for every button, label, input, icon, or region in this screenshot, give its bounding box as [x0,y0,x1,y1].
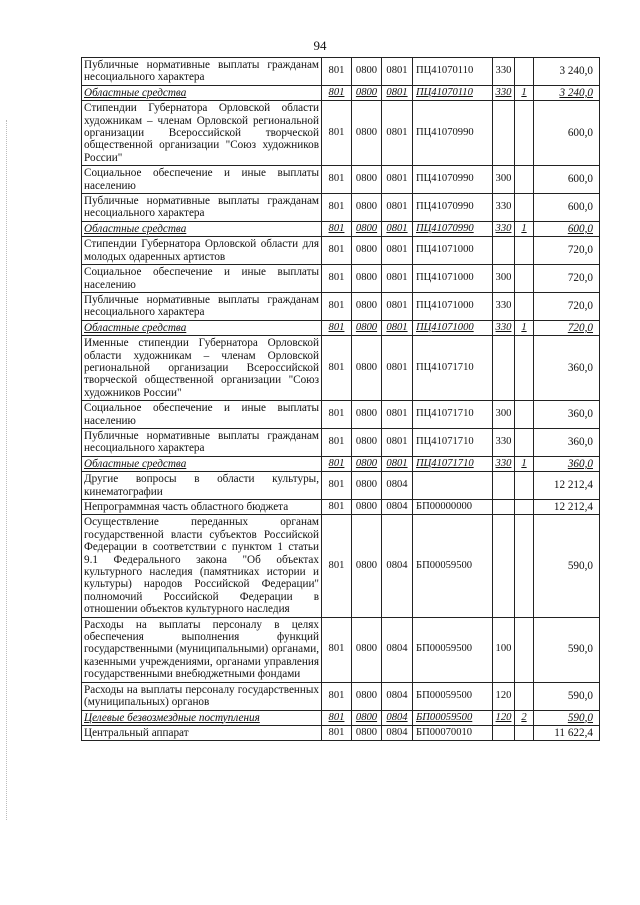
amount-cell: 3 240,0 [534,85,600,100]
row-name-cell: Стипендии Губернатора Орловской области для молодых одаренных артистов [82,237,322,265]
ved-code-cell: 801 [322,710,352,725]
section-code-cell: 0800 [352,237,382,265]
subsection-code-cell: 0801 [382,101,413,166]
budget-table-body [82,58,600,741]
subsection-code-cell: 0804 [382,725,413,740]
table-row [82,682,600,710]
source-code-cell: 1 [515,85,534,100]
section-code-cell: 0800 [352,515,382,617]
section-code-cell: 0800 [352,428,382,456]
section-code-cell: 0800 [352,401,382,429]
expense-type-cell: 330 [493,194,515,222]
table-row [82,194,600,222]
expense-type-cell: 330 [493,58,515,86]
row-name-cell: Публичные нормативные выплаты гражданам несоциального характера [82,58,322,86]
amount-cell: 600,0 [534,101,600,166]
row-name-cell: Осуществление переданных органам государственной власти субъектов Российской Федерации в соответствии с пунктом 1 статьи 9.1 Федерального закона "Об объектах культурного наследия (памятниках истории и культуры) народов Российской Федерации" полномочий Российской Федерации в отношении объектов культурного наследия [82,515,322,617]
table-row [82,500,600,515]
expense-type-cell [493,472,515,500]
target-article-cell: ПЦ41071710 [413,336,493,401]
expense-type-cell [493,515,515,617]
subsection-code-cell: 0804 [382,682,413,710]
row-name-text: Областные средства [84,321,187,334]
target-article-cell: ПЦ41070110 [413,58,493,86]
expense-type-cell [493,500,515,515]
amount-cell: 600,0 [534,221,600,236]
section-code-cell: 0800 [352,265,382,293]
row-name-cell [82,710,322,725]
ved-code-cell: 801 [322,682,352,710]
source-code-cell [515,428,534,456]
row-name-cell [82,85,322,100]
subsection-code-cell: 0801 [382,166,413,194]
row-name-text: Областные средства [84,222,187,235]
row-name-cell: Стипендии Губернатора Орловской области художникам – членам Орловской региональной организации Всероссийской творческой общественной организации "Союз художников России" [82,101,322,166]
source-code-cell [515,166,534,194]
expense-type-cell [493,101,515,166]
row-name-cell: Социальное обеспечение и иные выплаты населению [82,401,322,429]
binder-hole-marks [6,120,9,820]
source-code-cell [515,194,534,222]
expense-type-cell: 100 [493,617,515,682]
row-name-cell: Расходы на выплаты персоналу государственных (муниципальных) органов [82,682,322,710]
target-article-cell: ПЦ41071710 [413,428,493,456]
target-article-cell: ПЦ41070990 [413,166,493,194]
ved-code-cell: 801 [322,85,352,100]
target-article-cell: ПЦ41071000 [413,320,493,335]
target-article-cell: ПЦ41071000 [413,265,493,293]
table-row [82,725,600,740]
row-name-cell [82,221,322,236]
subsection-code-cell: 0801 [382,58,413,86]
subsection-code-cell: 0801 [382,336,413,401]
ved-code-cell: 801 [322,320,352,335]
source-code-cell [515,265,534,293]
amount-cell: 720,0 [534,265,600,293]
source-code-cell [515,472,534,500]
row-name-cell: Другие вопросы в области культуры, кинематографии [82,472,322,500]
row-name-cell: Социальное обеспечение и иные выплаты населению [82,166,322,194]
source-code-cell [515,725,534,740]
table-row [82,237,600,265]
subsection-code-cell: 0804 [382,515,413,617]
amount-cell: 600,0 [534,194,600,222]
section-code-cell: 0800 [352,101,382,166]
subsection-code-cell: 0801 [382,428,413,456]
ved-code-cell: 801 [322,500,352,515]
target-article-cell: БП00000000 [413,500,493,515]
amount-cell: 720,0 [534,237,600,265]
target-article-cell: ПЦ41071710 [413,456,493,471]
row-name-cell [82,456,322,471]
table-row [82,710,600,725]
table-row [82,85,600,100]
source-code-cell [515,58,534,86]
ved-code-cell: 801 [322,265,352,293]
amount-cell: 600,0 [534,166,600,194]
expense-type-cell: 330 [493,221,515,236]
amount-cell: 12 212,4 [534,500,600,515]
target-article-cell: ПЦ41071000 [413,237,493,265]
source-code-cell [515,500,534,515]
source-code-cell: 2 [515,710,534,725]
table-row [82,221,600,236]
subsection-code-cell: 0801 [382,320,413,335]
expense-type-cell: 300 [493,265,515,293]
subsection-code-cell: 0804 [382,617,413,682]
subsection-code-cell: 0801 [382,456,413,471]
subsection-code-cell: 0801 [382,237,413,265]
amount-cell: 11 622,4 [534,725,600,740]
expense-type-cell: 120 [493,682,515,710]
row-name-cell: Расходы на выплаты персоналу в целях обеспечения выполнения функций государственными (муниципальными) органами, казенными учреждениями, органами управления государственными внебюджетными фондами [82,617,322,682]
ved-code-cell: 801 [322,456,352,471]
ved-code-cell: 801 [322,101,352,166]
ved-code-cell: 801 [322,617,352,682]
expense-type-cell [493,336,515,401]
expense-type-cell: 120 [493,710,515,725]
ved-code-cell: 801 [322,237,352,265]
target-article-cell: БП00059500 [413,710,493,725]
target-article-cell: БП00059500 [413,515,493,617]
source-code-cell: 1 [515,221,534,236]
section-code-cell: 0800 [352,617,382,682]
ved-code-cell: 801 [322,292,352,320]
row-name-cell: Социальное обеспечение и иные выплаты населению [82,265,322,293]
table-row [82,265,600,293]
source-code-cell: 1 [515,320,534,335]
subsection-code-cell: 0801 [382,265,413,293]
source-code-cell [515,617,534,682]
section-code-cell: 0800 [352,472,382,500]
amount-cell: 590,0 [534,515,600,617]
target-article-cell: ПЦ41070990 [413,101,493,166]
section-code-cell: 0800 [352,58,382,86]
row-name-cell: Публичные нормативные выплаты гражданам несоциального характера [82,292,322,320]
table-row [82,472,600,500]
expense-type-cell: 330 [493,85,515,100]
table-row [82,428,600,456]
section-code-cell: 0800 [352,336,382,401]
expense-type-cell: 300 [493,166,515,194]
expense-type-cell: 330 [493,320,515,335]
expense-type-cell: 330 [493,428,515,456]
target-article-cell: БП00059500 [413,617,493,682]
source-code-cell [515,101,534,166]
target-article-cell: ПЦ41071710 [413,401,493,429]
target-article-cell: БП00059500 [413,682,493,710]
subsection-code-cell: 0804 [382,710,413,725]
ved-code-cell: 801 [322,428,352,456]
amount-cell: 360,0 [534,456,600,471]
amount-cell: 590,0 [534,682,600,710]
section-code-cell: 0800 [352,320,382,335]
source-code-cell: 1 [515,456,534,471]
subsection-code-cell: 0801 [382,221,413,236]
table-row [82,320,600,335]
subsection-code-cell: 0801 [382,292,413,320]
ved-code-cell: 801 [322,336,352,401]
source-code-cell [515,515,534,617]
row-name-cell: Именные стипендии Губернатора Орловской области художникам – членам Орловской региональной организации Всероссийской творческой общественной организации "Союз художников России" [82,336,322,401]
target-article-cell: ПЦ41070990 [413,194,493,222]
section-code-cell: 0800 [352,682,382,710]
table-row [82,617,600,682]
amount-cell: 720,0 [534,292,600,320]
section-code-cell: 0800 [352,500,382,515]
budget-table [81,57,600,741]
source-code-cell [515,336,534,401]
section-code-cell: 0800 [352,221,382,236]
section-code-cell: 0800 [352,710,382,725]
amount-cell: 360,0 [534,401,600,429]
row-name-text: Целевые безвозмездные поступления [84,711,260,724]
table-row [82,515,600,617]
table-row [82,58,600,86]
ved-code-cell: 801 [322,58,352,86]
amount-cell: 3 240,0 [534,58,600,86]
section-code-cell: 0800 [352,292,382,320]
source-code-cell [515,237,534,265]
source-code-cell [515,292,534,320]
section-code-cell: 0800 [352,456,382,471]
section-code-cell: 0800 [352,166,382,194]
table-row [82,292,600,320]
target-article-cell: ПЦ41070990 [413,221,493,236]
table-row [82,101,600,166]
target-article-cell: ПЦ41071000 [413,292,493,320]
source-code-cell [515,682,534,710]
page-number: 94 [313,38,327,53]
amount-cell: 360,0 [534,336,600,401]
table-row [82,166,600,194]
target-article-cell [413,472,493,500]
ved-code-cell: 801 [322,166,352,194]
ved-code-cell: 801 [322,515,352,617]
subsection-code-cell: 0804 [382,472,413,500]
section-code-cell: 0800 [352,85,382,100]
subsection-code-cell: 0804 [382,500,413,515]
amount-cell: 590,0 [534,710,600,725]
target-article-cell: БП00070010 [413,725,493,740]
source-code-cell [515,401,534,429]
row-name-cell: Центральный аппарат [82,725,322,740]
expense-type-cell: 300 [493,401,515,429]
subsection-code-cell: 0801 [382,194,413,222]
table-row [82,401,600,429]
row-name-text: Областные средства [84,86,187,99]
amount-cell: 12 212,4 [534,472,600,500]
ved-code-cell: 801 [322,725,352,740]
amount-cell: 590,0 [534,617,600,682]
ved-code-cell: 801 [322,472,352,500]
table-row [82,336,600,401]
ved-code-cell: 801 [322,401,352,429]
table-row [82,456,600,471]
section-code-cell: 0800 [352,725,382,740]
expense-type-cell: 330 [493,292,515,320]
row-name-cell: Публичные нормативные выплаты гражданам несоциального характера [82,194,322,222]
row-name-cell: Публичные нормативные выплаты гражданам несоциального характера [82,428,322,456]
expense-type-cell: 330 [493,456,515,471]
row-name-cell: Непрограммная часть областного бюджета [82,500,322,515]
amount-cell: 360,0 [534,428,600,456]
expense-type-cell [493,725,515,740]
row-name-cell [82,320,322,335]
section-code-cell: 0800 [352,194,382,222]
amount-cell: 720,0 [534,320,600,335]
subsection-code-cell: 0801 [382,401,413,429]
expense-type-cell [493,237,515,265]
ved-code-cell: 801 [322,194,352,222]
subsection-code-cell: 0801 [382,85,413,100]
target-article-cell: ПЦ41070110 [413,85,493,100]
ved-code-cell: 801 [322,221,352,236]
row-name-text: Областные средства [84,457,187,470]
